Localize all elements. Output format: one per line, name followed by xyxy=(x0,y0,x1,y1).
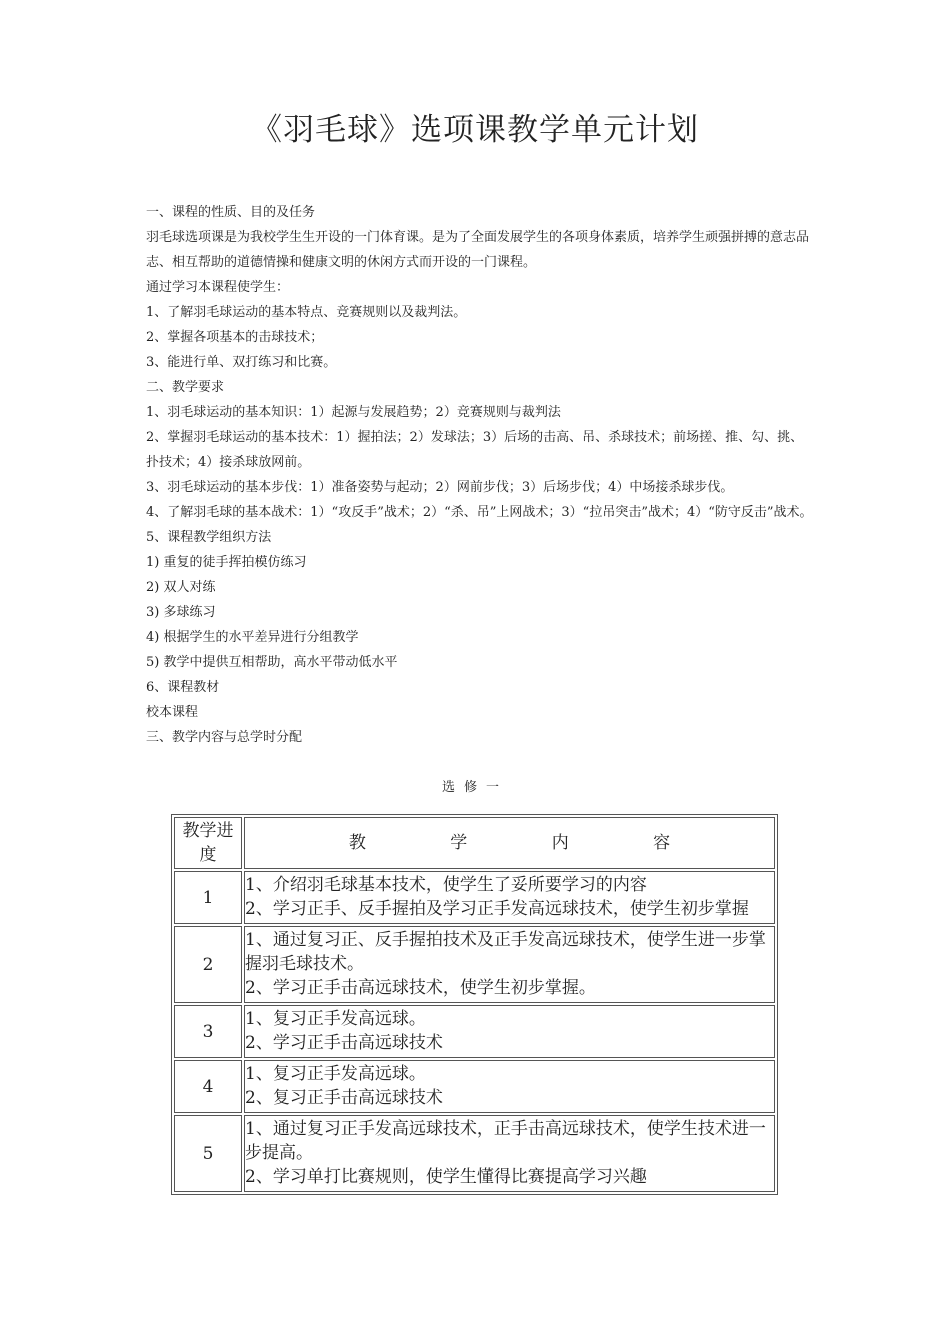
content-line: 2、学习正手击高远球技术 xyxy=(245,1033,443,1053)
header-content-char: 容 xyxy=(653,833,671,853)
table-row xyxy=(174,926,775,1003)
table-caption: 选修一 xyxy=(441,780,508,795)
content-line: 2、学习单打比赛规则，使学生懂得比赛提高学习兴趣 xyxy=(245,1167,647,1187)
paragraph: 羽毛球选项课是为我校学生生开设的一门体育课。是为了全面发展学生的各项身体素质，培养学生顽强拼搏的意志品志、相互帮助的道德情操和健康文明的休闲方式而开设的一门课程。 xyxy=(146,230,810,270)
list-item: 6、课程教材 xyxy=(146,680,220,695)
list-item: 2) 双人对练 xyxy=(146,580,216,595)
list-item: 4、了解羽毛球的基本战术：1）“攻反手”战术；2）“杀、吊”上网战术；3）“拉吊突击”战术；4）“防守反击”战术。 xyxy=(146,505,813,520)
list-item: 1) 重复的徒手挥拍模仿练习 xyxy=(146,555,307,570)
paragraph: 校本课程 xyxy=(146,705,199,720)
list-item: 2、掌握羽毛球运动的基本技术：1）握拍法；2）发球法；3）后场的击高、吊、杀球技术；前场搓、推、勾、挑、扑技术；4）接杀球放网前。 xyxy=(146,430,804,470)
paragraph: 通过学习本课程使学生： xyxy=(146,280,290,295)
list-item: 3) 多球练习 xyxy=(146,605,216,620)
table-header-row xyxy=(174,817,775,869)
row-content xyxy=(244,871,775,924)
section-heading: 三、教学内容与总学时分配 xyxy=(146,730,303,745)
table-row xyxy=(174,871,775,924)
teaching-plan-table xyxy=(171,814,778,1195)
content-line: 2、学习正手击高远球技术，使学生初步掌握。 xyxy=(245,978,596,998)
header-content-char: 教 xyxy=(348,833,366,853)
row-number: 4 xyxy=(174,1060,242,1113)
table-row xyxy=(174,1115,775,1192)
page-title: 《羽毛球》选项课教学单元计划 xyxy=(251,112,699,148)
list-item: 1、了解羽毛球运动的基本特点、竞赛规则以及裁判法。 xyxy=(146,305,467,320)
header-progress: 教学进度 xyxy=(174,817,242,869)
list-item: 4) 根据学生的水平差异进行分组教学 xyxy=(146,630,359,645)
content-line: 1、通过复习正、反手握拍技术及正手发高远球技术，使学生进一步掌握羽毛球技术。 xyxy=(245,930,766,974)
list-item: 1、羽毛球运动的基本知识：1）起源与发展趋势；2）竞赛规则与裁判法 xyxy=(146,405,561,420)
content-line: 1、复习正手发高远球。 xyxy=(245,1009,426,1029)
row-content xyxy=(244,926,775,1003)
row-content xyxy=(244,1005,775,1058)
section-heading: 一、课程的性质、目的及任务 xyxy=(146,205,316,220)
document-body xyxy=(146,200,814,750)
section-heading: 二、教学要求 xyxy=(146,380,225,395)
row-number: 3 xyxy=(174,1005,242,1058)
list-item: 5、课程教学组织方法 xyxy=(146,530,272,545)
content-line: 2、学习正手、反手握拍及学习正手发高远球技术，使学生初步掌握 xyxy=(245,899,749,919)
table-row xyxy=(174,1005,775,1058)
content-line: 2、复习正手击高远球技术 xyxy=(245,1088,443,1108)
row-content xyxy=(244,1060,775,1113)
list-item: 3、能进行单、双打练习和比赛。 xyxy=(146,355,337,370)
list-item: 2、掌握各项基本的击球技术； xyxy=(146,330,324,345)
row-content xyxy=(244,1115,775,1192)
table-row xyxy=(174,1060,775,1113)
header-content-char: 内 xyxy=(551,833,569,853)
row-number: 1 xyxy=(174,871,242,924)
content-line: 1、复习正手发高远球。 xyxy=(245,1064,426,1084)
list-item: 3、羽毛球运动的基本步伐：1）准备姿势与起动；2）网前步伐；3）后场步伐；4）中场接杀球步伐。 xyxy=(146,480,734,495)
content-line: 1、介绍羽毛球基本技术，使学生了妥所要学习的内容 xyxy=(245,875,647,895)
row-number: 5 xyxy=(174,1115,242,1192)
content-line: 1、通过复习正手发高远球技术，正手击高远球技术，使学生技术进一步提高。 xyxy=(245,1119,766,1163)
header-content-char: 学 xyxy=(450,833,468,853)
list-item: 5) 教学中提供互相帮助，高水平带动低水平 xyxy=(146,655,398,670)
header-content xyxy=(244,817,775,869)
row-number: 2 xyxy=(174,926,242,1003)
